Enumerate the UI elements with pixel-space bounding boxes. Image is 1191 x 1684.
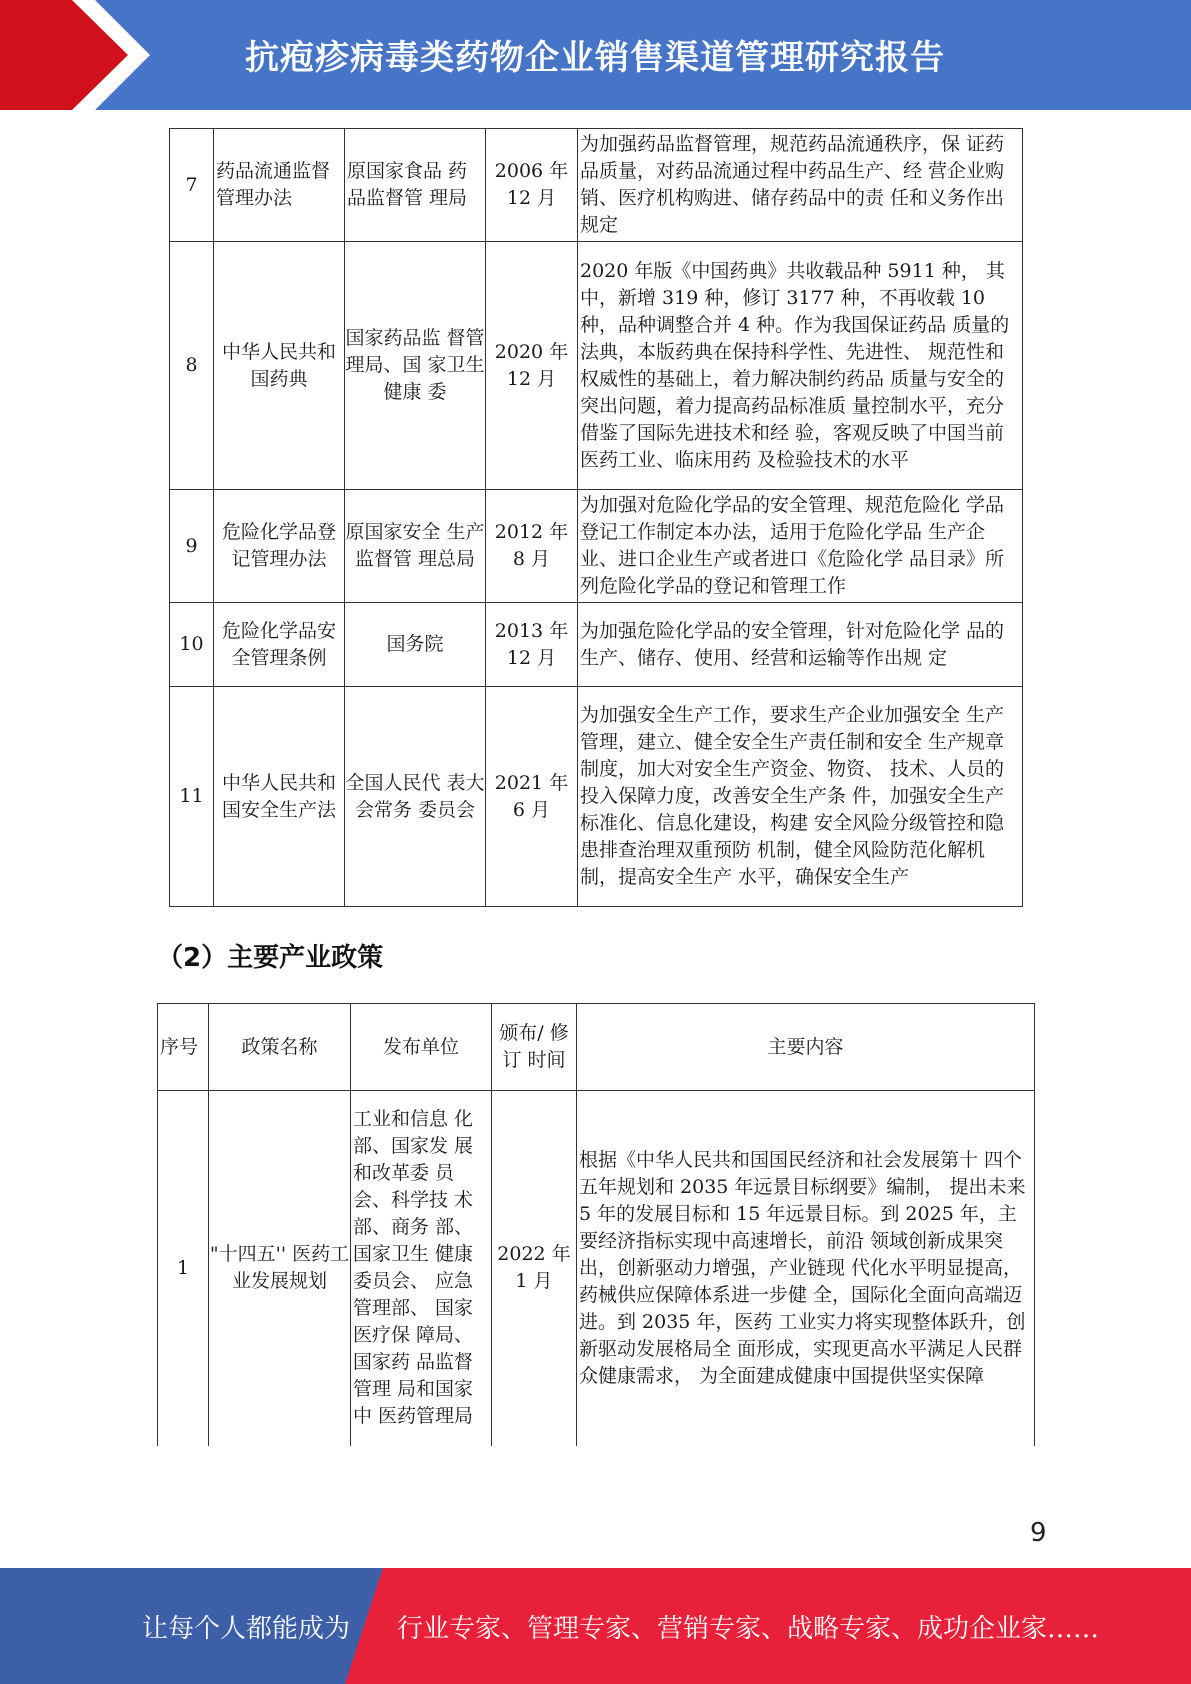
table-row <box>158 1091 1035 1446</box>
issue-date: 2020 年 12 月 <box>486 242 578 490</box>
regulation-name: 药品流通监督管理办法 <box>214 129 345 242</box>
header-date: 颁布/ 修订 时间 <box>492 1004 577 1091</box>
issue-date: 2022 年 1 月 <box>492 1091 577 1446</box>
regulation-name: 中华人民共和国药典 <box>214 242 345 490</box>
regulation-name: 危险化学品登记管理办法 <box>214 490 345 603</box>
row-number: 11 <box>170 687 214 907</box>
issuer: 国务院 <box>345 603 486 687</box>
issuer: 国家药品监 督管理局、国 家卫生健康 委 <box>345 242 486 490</box>
row-number: 1 <box>158 1091 209 1446</box>
footer-slogan-left: 让每个人都能成为 <box>142 1614 351 1644</box>
regulation-name: 中华人民共和国安全生产法 <box>214 687 345 907</box>
content: 2020 年版《中国药典》共收载品种 5911 种， 其中，新增 319 种，修订 3177 种，不再收载 10 种，品种调整合并 4 种。作为我国保证药品 质量的法典，本版药典在保持科学性、先进性、 规范性和权威性的基础上，着力解决制约药品 质量与安全的突出问题，着力提高药品标准质 量控制水平，充分借鉴了国际先进技术和经 验，客观反映了中国当前医药工业、临床用药 及检验技术的水平 <box>578 242 1023 490</box>
row-number: 10 <box>170 603 214 687</box>
table-row <box>170 687 1023 907</box>
table-row <box>170 242 1023 490</box>
header-number: 序号 <box>158 1004 209 1091</box>
content: 为加强危险化学品的安全管理，针对危险化学 品的生产、储存、使用、经营和运输等作出规 定 <box>578 603 1023 687</box>
header-policy-name: 政策名称 <box>209 1004 351 1091</box>
section-title: （2）主要产业政策 <box>157 943 384 973</box>
issue-date: 2021 年 6 月 <box>486 687 578 907</box>
issuer: 工业和信息 化部、国家发 展和改革委 员会、科学技 术部、商务 部、国家卫生 健康委员会、 应急管理部、 国家医疗保 障局、国家药 品监督管理 局和国家中 医药管理局 <box>351 1091 492 1446</box>
footer-banner <box>0 1568 1191 1684</box>
issuer: 原国家安全 生产监督管 理总局 <box>345 490 486 603</box>
regulation-name: 危险化学品安全管理条例 <box>214 603 345 687</box>
content: 根据《中华人民共和国国民经济和社会发展第十 四个五年规划和 2035 年远景目标纲要》编制， 提出未来 5 年的发展目标和 15 年远景目标。到 2025 年，主要经济指标实现中高速增长，前沿 领域创新成果突出，创新驱动力增强，产业链现 代化水平明显提高，药械供应保障体系进一步健 全，国际化全面向高端迈进。到 2035 年，医药 工业实力将实现整体跃升，创新驱动发展格局全 面形成，实现更高水平满足人民群众健康需求， 为全面建成健康中国提供坚实保障 <box>577 1091 1035 1446</box>
header-issuer: 发布单位 <box>351 1004 492 1091</box>
row-number: 8 <box>170 242 214 490</box>
content: 为加强安全生产工作，要求生产企业加强安全 生产管理，建立、健全安全生产责任制和安全 生产规章制度，加大对安全生产资金、物资、 技术、人员的投入保障力度，改善安全生产条 件，加强安全生产标准化、信息化建设，构建 安全风险分级管控和隐患排查治理双重预防 机制，健全风险防范化解机制，提高安全生产 水平，确保安全生产 <box>578 687 1023 907</box>
content: 为加强药品监督管理，规范药品流通秩序，保 证药品质量，对药品流通过程中药品生产、经 营企业购销、医疗机构购进、储存药品中的责 任和义务作出规定 <box>578 129 1023 242</box>
regulations-table <box>169 128 1023 907</box>
table-row <box>170 129 1023 242</box>
page-number: 9 <box>1030 1518 1047 1548</box>
report-title: 抗疱疹病毒类药物企业销售渠道管理研究报告 <box>245 38 945 78</box>
table-row <box>170 603 1023 687</box>
header-content: 主要内容 <box>577 1004 1035 1091</box>
table-header-row <box>158 1004 1035 1091</box>
row-number: 7 <box>170 129 214 242</box>
header-banner <box>0 0 1191 110</box>
issue-date: 2013 年 12 月 <box>486 603 578 687</box>
issuer: 全国人民代 表大会常务 委员会 <box>345 687 486 907</box>
issuer: 原国家食品 药品监督管 理局 <box>345 129 486 242</box>
header-arrow-decoration <box>0 0 160 110</box>
row-number: 9 <box>170 490 214 603</box>
issue-date: 2006 年 12 月 <box>486 129 578 242</box>
policy-name: "十四五'' 医药工业发展规划 <box>209 1091 351 1446</box>
issue-date: 2012 年 8 月 <box>486 490 578 603</box>
industry-policy-table <box>157 1003 1035 1446</box>
content: 为加强对危险化学品的安全管理、规范危险化 学品登记工作制定本办法，适用于危险化学品 生产企业、进口企业生产或者进口《危险化学 品目录》所列危险化学品的登记和管理工作 <box>578 490 1023 603</box>
table-row <box>170 490 1023 603</box>
footer-slogan-right: 行业专家、管理专家、营销专家、战略专家、成功企业家…… <box>397 1614 1100 1644</box>
